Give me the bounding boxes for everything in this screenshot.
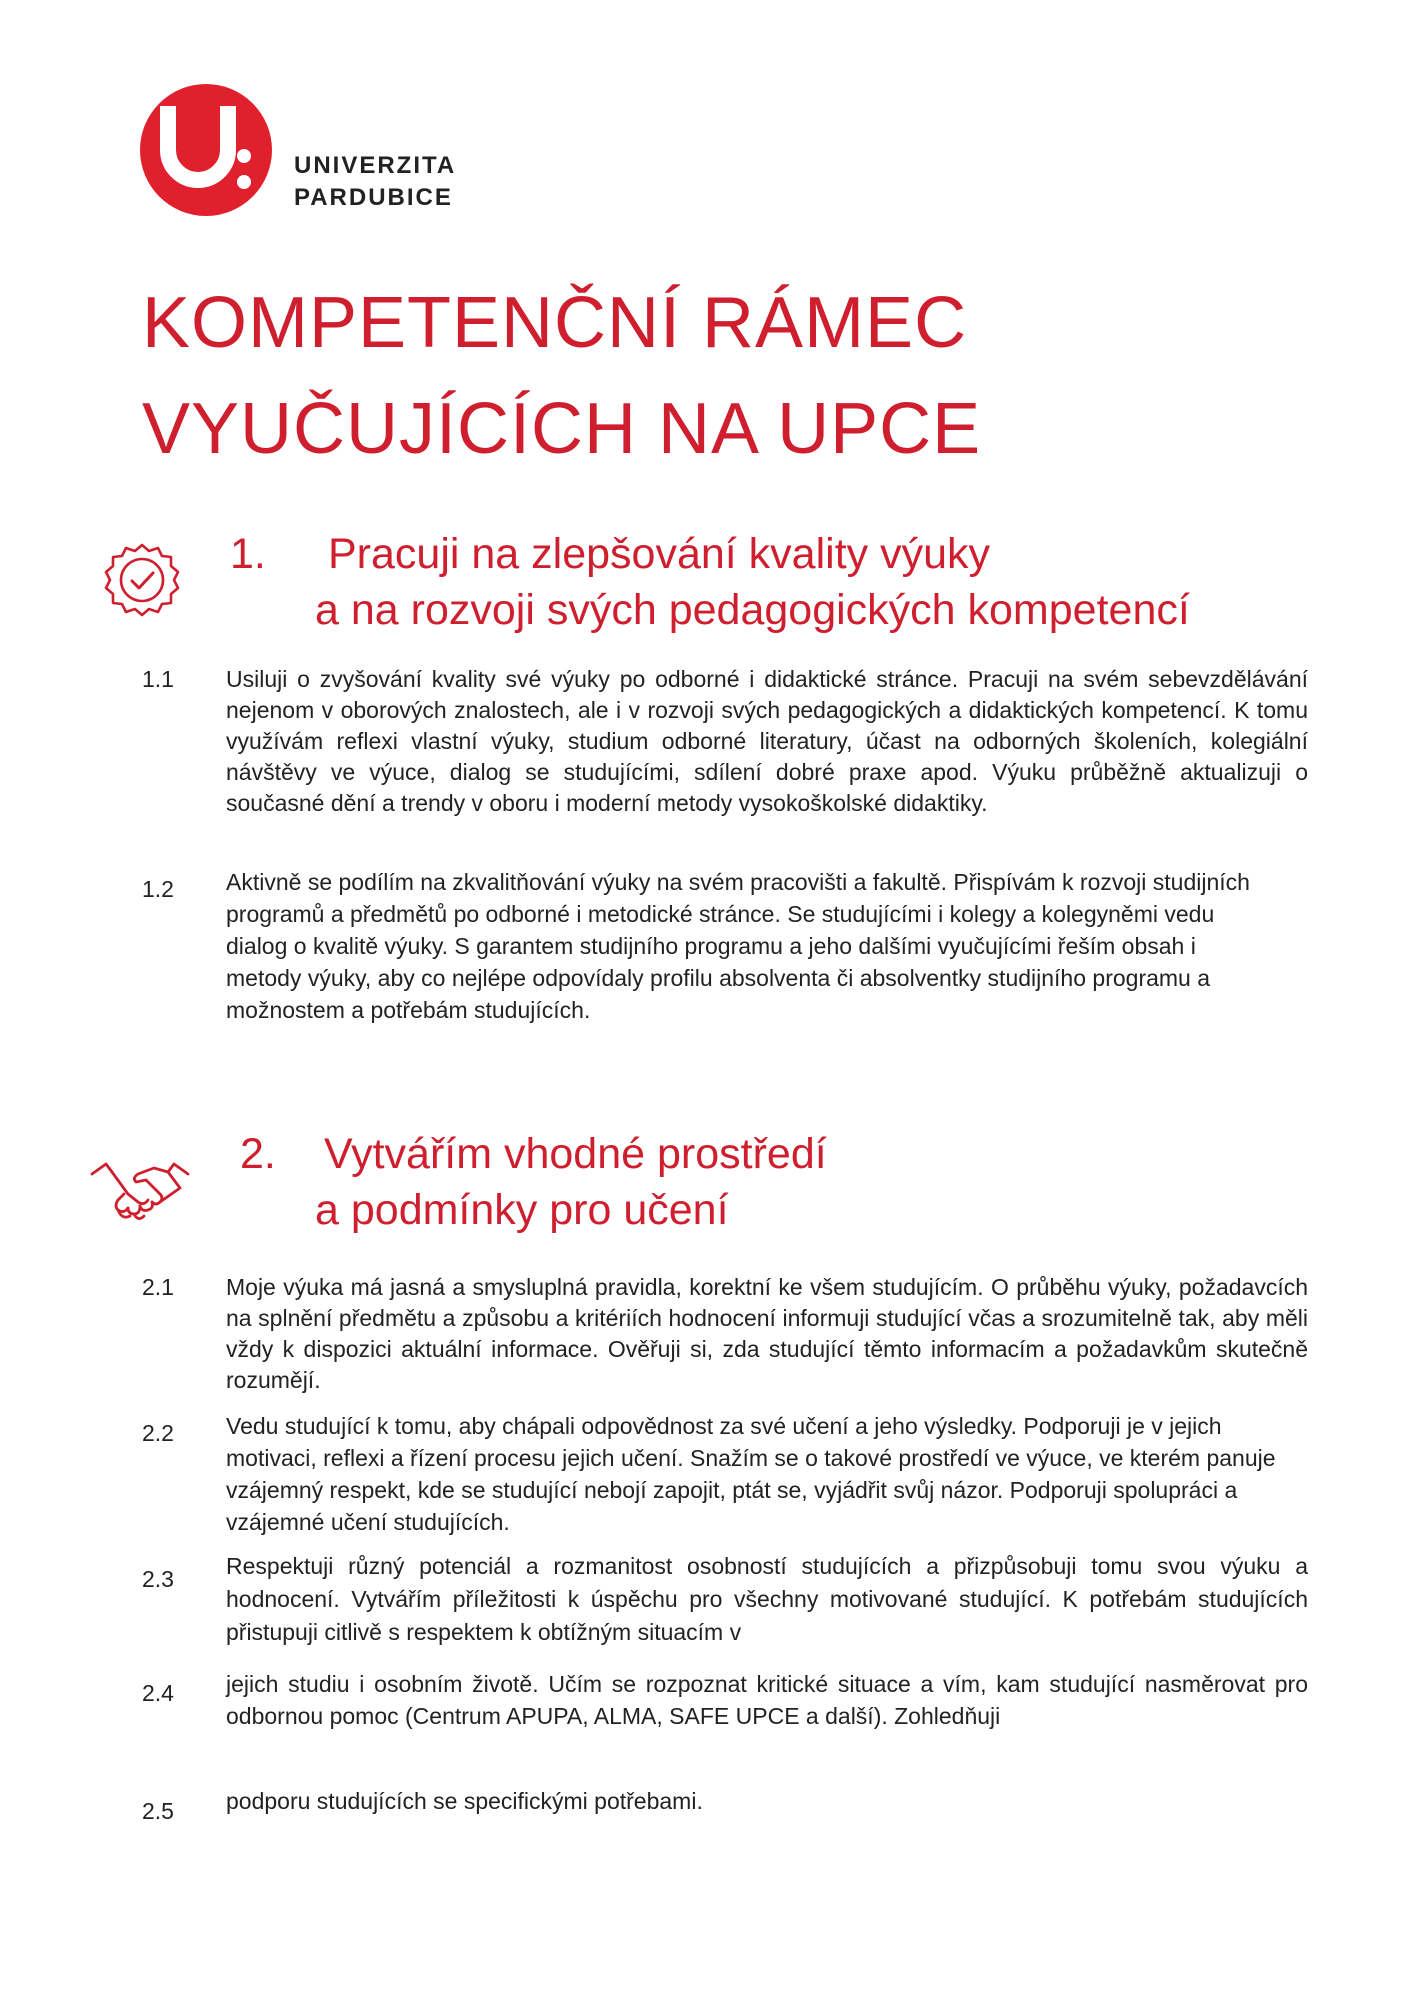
item-number: 2.2 [142, 1420, 174, 1446]
item-text: Vedu studující k tomu, aby chápali odpovědnost za své učení a jeho výsledky. Podporuji je v jejich motivaci, reflexi a řízení procesu jejich učení. Snažím se o takové prostředí ve výuce, ve kterém panuje vzájemný respekt, kde se studující nebojí zapojit, ptát se, vyjádřit svůj názor. Podporuji spolupráci a vzájemné učení studujících. [226, 1413, 1276, 1535]
page-title [142, 270, 981, 482]
page-title-line1: KOMPETENČNÍ RÁMEC [142, 283, 968, 363]
item-text: Aktivně se podílím na zkvalitňování výuky na svém pracovišti a fakultě. Přispívám k rozvoji studijních programů a předmětů po odborné i metodické stránce. Se studujícími i kolegy a kolegyněmi vedu dialog o kvalitě výuky. S garantem studijního programu a jeho dalšími vyučujícími řeším obsah i metody výuky, aby co nejlépe odpovídaly profilu absolventa či absolventky studijního programu a možnostem a potřebám studujících. [226, 869, 1250, 1023]
badge-check-icon [100, 538, 184, 622]
handshake-icon [88, 1152, 192, 1228]
section-1-heading-line1: Pracuji na zlepšování kvality výuky [328, 530, 991, 578]
item-text: Moje výuka má jasná a smysluplná pravidla, korektní ke všem studujícím. O průběhu výuky, požadavcích na splnění předmětu a způsobu a kritériích hodnocení informuji studující včas a srozumitelně tak, aby měli vždy k dispozici aktuální informace. Ověřuji si, zda studující těmto informacím a požadavkům skutečně rozumějí. [226, 1274, 1308, 1393]
section-1-heading-line2: a na rozvoji svých pedagogických kompetencí [315, 586, 1190, 634]
item-text: Usiluji o zvyšování kvality své výuky po odborné i didaktické stránce. Pracuji na svém sebevzdělávání nejenom v oborových znalostech, ale i v rozvoji svých pedagogických a didaktických kompetencí. K tomu využívám reflexi vlastní výuky, studium odborné literatury, účast na odborných školeních, kolegiální návštěvy ve výuce, dialog se studujícími, sdílení dobré praxe apod. Výuku průběžně aktualizuji o současné dění a trendy v oboru i moderní metody vysokoškolské didaktiky. [226, 666, 1308, 816]
item-number: 2.3 [142, 1566, 174, 1592]
university-logo [140, 84, 480, 224]
page-title-line2: VYUČUJÍCÍCH NA UPCE [142, 389, 982, 469]
logo-text-line2: PARDUBICE [294, 184, 453, 211]
item-number: 1.1 [142, 666, 174, 692]
section-1-heading [230, 526, 1330, 638]
section-1-number: 1. [230, 530, 266, 578]
item-text: jejich studiu i osobním životě. Učím se rozpoznat kritické situace a vím, kam studující nasměrovat pro odbornou pomoc (Centrum APUPA, ALMA, SAFE UPCE a další). Zohledňuji [226, 1671, 1308, 1729]
logo-mark-icon [140, 84, 272, 216]
item-number: 2.5 [142, 1798, 174, 1824]
item-number: 2.4 [142, 1680, 174, 1706]
logo-text-line1: UNIVERZITA [294, 152, 457, 179]
item-number: 1.2 [142, 876, 174, 902]
section-2-heading [240, 1126, 1240, 1238]
section-2-number: 2. [240, 1130, 276, 1178]
item-number: 2.1 [142, 1274, 174, 1300]
section-2-heading-line1: Vytvářím vhodné prostředí [324, 1130, 827, 1178]
item-text: podporu studujících se specifickými potřebami. [226, 1788, 703, 1814]
section-2-heading-line2: a podmínky pro učení [315, 1186, 729, 1234]
item-text: Respektuji různý potenciál a rozmanitost osobností studujících a přizpůsobuji tomu svou výuku a hodnocení. Vytvářím příležitosti k úspěchu pro všechny motivované studující. K potřebám studujících přistupuji citlivě s respektem k obtížným situacím v [226, 1553, 1308, 1645]
